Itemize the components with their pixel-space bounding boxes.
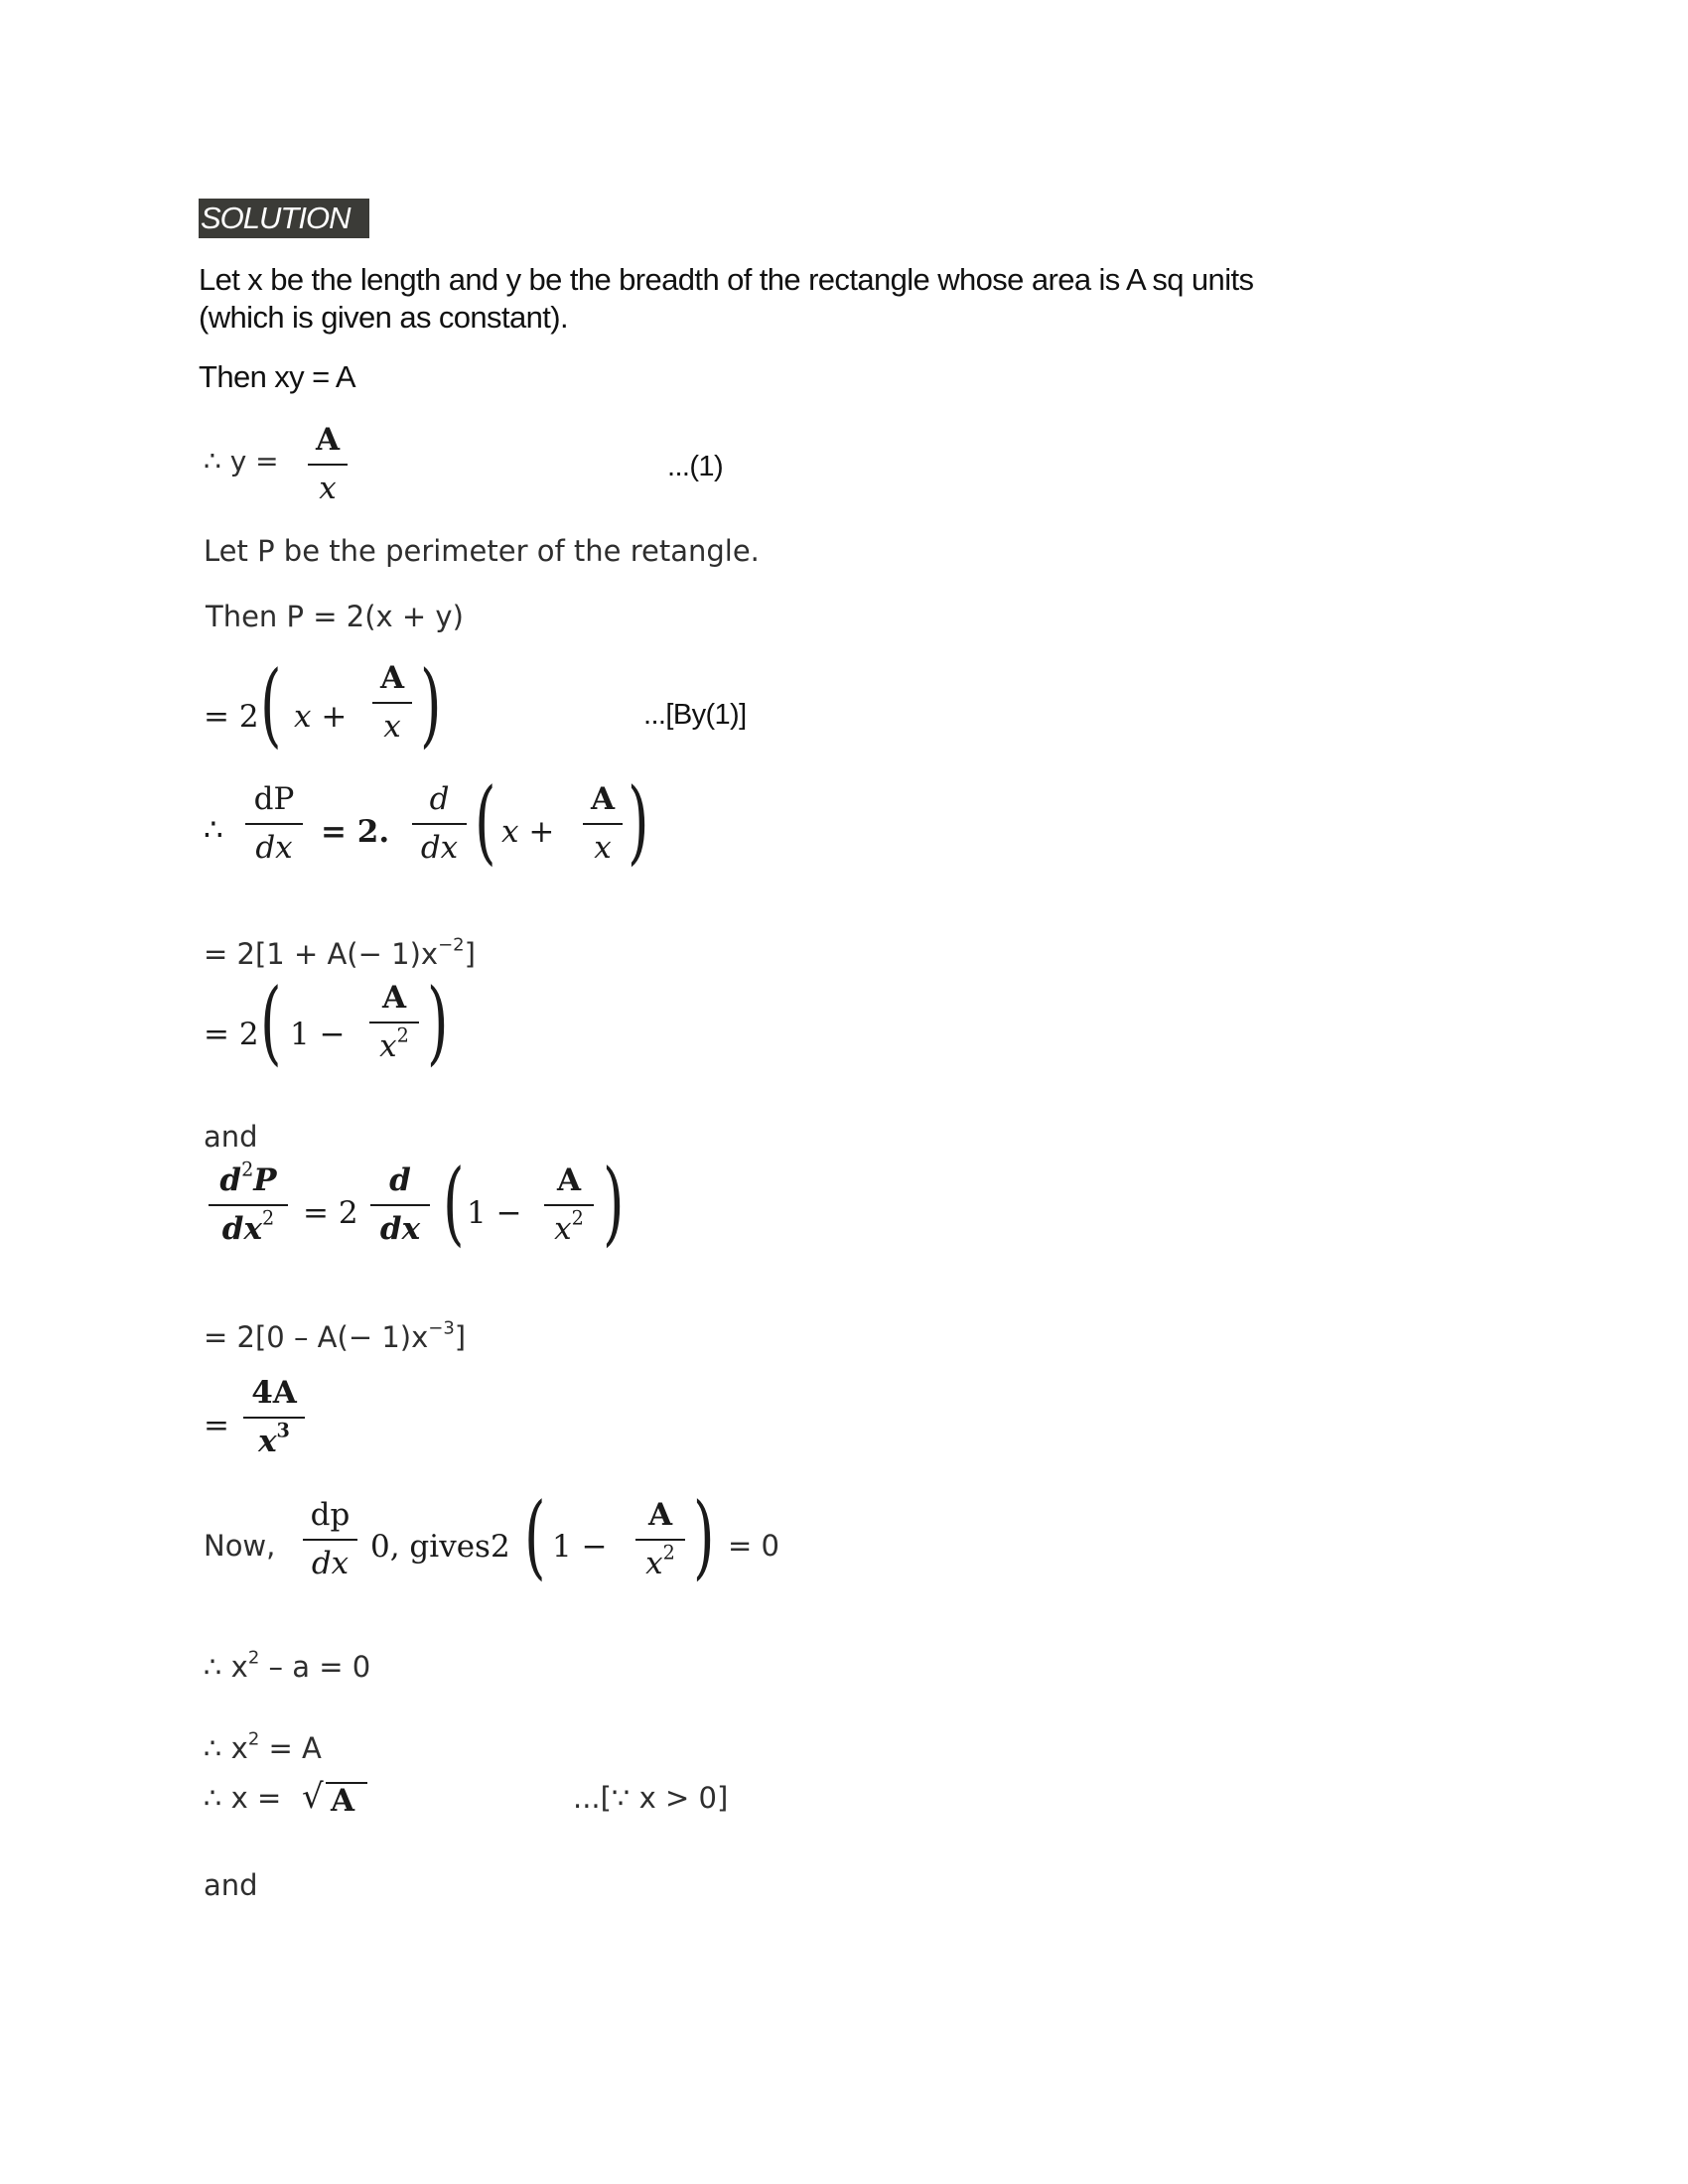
eq3-denominator: x [594,830,612,866]
equation-4 [204,934,476,971]
eq11-exponent: 2 [247,1728,260,1750]
and-label-2: and [204,1868,258,1902]
eq4-base: = 2[1 + A(− 1)x [204,937,439,971]
eq9-lhs-numerator: dp [310,1497,351,1533]
intro-line-1: Let x be the length and y be the breadth of the rectangle whose area is A sq units [199,262,1254,297]
eq6-lhs-fraction [209,1158,288,1247]
eq6-open-paren: ( [443,1150,465,1256]
eq9-fraction [635,1497,685,1581]
eq7-exponent: −3 [428,1317,455,1339]
equation-11 [204,1728,322,1765]
eq9-lhs-fraction [303,1497,357,1581]
eq6-lhs-d: d [219,1162,242,1198]
eq1-denominator: x [319,471,337,506]
eq10-base: ∴ x [204,1650,248,1684]
eq9-close-paren: ) [693,1483,715,1589]
eq4-exponent: −2 [438,934,465,956]
and-label-1: and [204,1120,258,1154]
eq12-tag: ...[∵ x > 0] [573,1781,729,1815]
eq5-prefix: = 2 [204,1017,259,1052]
eq6-close-paren: ) [603,1150,625,1256]
eq9-prefix: Now, [204,1529,276,1563]
eq5-open-paren: ( [260,969,282,1075]
eq3-op-numerator: d [429,781,450,817]
eq5-den-exponent: 2 [396,1024,409,1047]
eq9-term: 1 − [552,1529,608,1565]
eq3-lhs-fraction [245,781,303,866]
eq2-denominator: x [383,709,401,745]
eq10-exponent: 2 [247,1647,260,1669]
perimeter-equation: Then P = 2(x + y) [206,600,464,633]
eq2-tag: ...[By(1)] [643,699,747,731]
eq6-mid: = 2 [303,1195,358,1231]
eq3-open-paren: ( [475,768,496,875]
eq6-lhs-denominator: dx [221,1211,262,1247]
eq6-lhs-P: P [253,1162,277,1198]
eq8-den-exponent: 3 [276,1419,290,1442]
eq9-suffix: = 0 [728,1529,779,1563]
eq6-den-exponent: 2 [571,1206,584,1230]
eq3-prefix: ∴ [204,812,223,848]
intro-line-2: (which is given as constant). [199,300,568,335]
eq2-numerator: A [379,660,405,696]
eq3-lhs-numerator: dP [253,781,295,817]
eq5-term: 1 − [290,1017,346,1052]
eq9-numerator: A [647,1497,673,1533]
eq8-fraction [243,1375,305,1459]
perimeter-definition: Let P be the perimeter of the retangle. [204,534,760,568]
eq6-op-numerator: d [389,1162,411,1198]
eq2-prefix: = 2 [204,699,259,735]
eq3-op-denominator: dx [420,830,459,866]
eq2-term: x + [294,699,348,735]
eq1-fraction [308,422,348,506]
eq9-mid: 0, gives2 [370,1529,510,1565]
eq3-mid: = 2. [321,814,390,850]
eq2-open-paren: ( [260,651,282,757]
eq5-denominator: x [379,1028,397,1064]
eq6-fraction [544,1162,594,1247]
eq5-close-paren: ) [427,969,449,1075]
eq6-numerator: A [556,1162,582,1198]
eq6-operator-fraction [370,1162,430,1247]
eq6-denominator: x [554,1211,572,1247]
sqrt-icon: √ [302,1777,324,1817]
eq11-base: ∴ x [204,1731,248,1765]
eq1-numerator: A [315,422,341,458]
eq9-open-paren: ( [524,1483,546,1589]
eq5-numerator: A [381,980,407,1016]
eq9-lhs-denominator: dx [311,1546,350,1581]
eq3-numerator: A [590,781,616,817]
eq9-denominator: x [645,1546,663,1581]
eq4-close: ] [464,937,476,971]
eq3-operator-fraction [412,781,467,866]
equation-7 [204,1317,467,1354]
eq3-fraction [583,781,623,866]
solution-heading: SOLUTION [199,199,369,238]
eq8-numerator: 4A [251,1375,297,1411]
eq3-term: x + [501,814,555,850]
eq11-rest: = A [259,1731,322,1765]
eq12-radicand: A [331,1783,355,1819]
eq2-fraction [372,660,412,745]
eq2-close-paren: ) [420,651,442,757]
eq6-term: 1 − [467,1195,522,1231]
eq7-close: ] [454,1320,467,1354]
eq1-prefix: ∴ y = [204,445,279,478]
eq7-base: = 2[0 – A(− 1)x [204,1320,429,1354]
eq10-rest: – a = 0 [259,1650,371,1684]
eq6-lhs-den-exponent: 2 [261,1206,275,1230]
equation-10 [204,1647,371,1684]
eq8-prefix: = [204,1408,229,1443]
eq3-lhs-denominator: dx [255,830,293,866]
eq1-tag: ...(1) [667,451,724,482]
eq6-lhs-num-exponent: 2 [241,1158,254,1181]
eq3-close-paren: ) [628,768,649,875]
intro-line-3: Then xy = A [199,359,355,394]
eq12-prefix: ∴ x = [204,1781,282,1815]
eq9-den-exponent: 2 [662,1541,675,1565]
eq8-denominator: x [258,1424,277,1459]
eq5-fraction [369,980,419,1064]
eq6-op-denominator: dx [379,1211,421,1247]
